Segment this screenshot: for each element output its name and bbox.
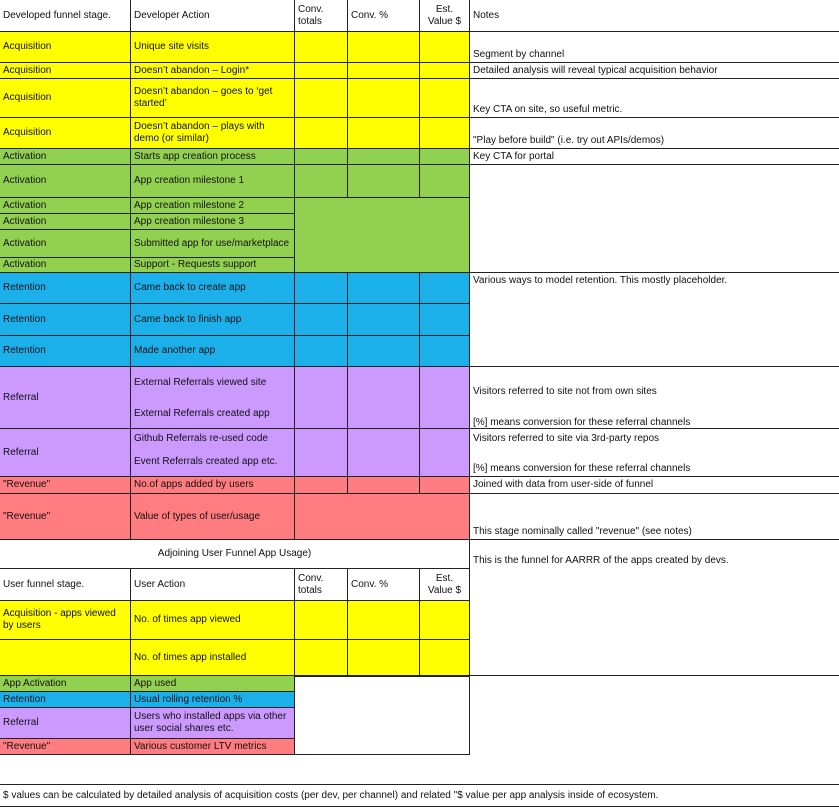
note-text: Joined with data from user-side of funnel [473,479,654,490]
header-action: Developer Action [131,0,295,32]
dev-stage-cell: Acquisition [0,32,131,63]
dev-conv-totals-cell[interactable] [295,429,348,477]
dev-conv-pct-cell[interactable] [348,63,420,79]
user-action-cell: Various customer LTV metrics [131,739,295,755]
user-action-cell: App used [131,676,295,692]
dev-action-text: External Referrals viewed site [134,377,267,388]
dev-conv-pct-cell[interactable] [348,273,420,304]
user-stage-cell: App Activation [0,676,131,692]
note-text: [%] means conversion for these referral channels [473,463,691,474]
header-est-value: Est. Value $ [420,0,470,32]
header-conv-pct: Conv. % [348,0,420,32]
footer-note: $ values can be calculated by detailed analysis of acquisition costs (per dev, per channel) and related "$ value per app analysis inside of ecosystem. [0,785,839,807]
dev-conv-totals-cell[interactable] [295,336,348,367]
dev-conv-pct-cell[interactable] [348,304,420,336]
user-merged-values[interactable] [295,676,470,755]
dev-stage-cell: Activation [0,149,131,165]
dev-conv-totals-cell[interactable] [295,477,348,494]
dev-stage-cell: Referral [0,367,131,429]
note-text: Segment by channel [473,49,565,60]
dev-conv-pct-cell[interactable] [348,149,420,165]
dev-action-cell: Doesn’t abandon – Login* [131,63,295,79]
dev-action-text: External Referrals created app [134,408,270,419]
dev-stage-cell: Referral [0,429,131,477]
dev-action-cell: Value of types of user/usage [131,494,295,540]
dev-conv-totals-cell[interactable] [295,304,348,336]
notes-cell[interactable] [470,32,839,63]
note-text: This stage nominally called "revenue" (see notes) [473,526,692,537]
user-action-cell: Usual rolling retention % [131,692,295,708]
user-conv-pct-cell[interactable] [348,640,420,676]
note-text: Visitors referred to site not from own sites [473,386,657,397]
user-est-value-cell[interactable] [420,640,470,676]
dev-conv-pct-cell[interactable] [348,118,420,149]
dev-stage-cell: "Revenue" [0,477,131,494]
dev-action-cell: Came back to finish app [131,304,295,336]
note-text: Key CTA for portal [473,150,554,162]
dev-conv-pct-cell[interactable] [348,477,420,494]
dev-stage-cell: Retention [0,304,131,336]
dev-conv-pct-cell[interactable] [348,32,420,63]
dev-action-cell: Came back to create app [131,273,295,304]
dev-conv-totals-cell[interactable] [295,149,348,165]
dev-action-cell: Starts app creation process [131,149,295,165]
dev-conv-totals-cell[interactable] [295,165,348,198]
dev-est-value-cell[interactable] [420,429,470,477]
user-stage-cell: Acquisition - apps viewed by users [0,601,131,640]
user-stage-cell: Retention [0,692,131,708]
dev-stage-cell: Retention [0,273,131,304]
user-action-cell: No. of times app viewed [131,601,295,640]
dev-action-text: Github Referrals re-used code [134,433,268,444]
dev-stage-cell: Activation [0,165,131,198]
header-stage: Developed funnel stage. [0,0,131,32]
notes-cell[interactable] [470,63,839,79]
user-stage-cell: "Revenue" [0,739,131,755]
dev-stage-cell: Activation [0,214,131,230]
dev-conv-totals-cell[interactable] [295,32,348,63]
notes-cell[interactable] [470,494,839,540]
dev-stage-cell: Retention [0,336,131,367]
dev-stage-cell: Activation [0,198,131,214]
dev-conv-totals-cell[interactable] [295,367,348,429]
dev-stage-cell: Acquisition [0,63,131,79]
dev-stage-cell: Acquisition [0,79,131,118]
user-header-conv-pct: Conv. % [348,568,420,601]
blank-row [0,755,839,785]
dev-action-cell: Doesn’t abandon – goes to ‘get started’ [131,79,295,118]
dev-conv-totals-cell[interactable] [295,79,348,118]
notes-cell[interactable] [470,79,839,118]
dev-conv-totals-cell[interactable] [295,273,348,304]
dev-action-cell: Made another app [131,336,295,367]
dev-conv-pct-cell[interactable] [348,336,420,367]
notes-cell[interactable] [470,149,839,165]
user-stage-cell: Referral [0,708,131,739]
dev-conv-pct-cell[interactable] [348,165,420,198]
notes-cell[interactable] [470,165,839,273]
user-header-conv-totals: Conv. totals [295,568,348,601]
dev-conv-totals-cell[interactable] [295,118,348,149]
dev-est-value-cell[interactable] [420,273,470,304]
dev-action-cell: App creation milestone 2 [131,198,295,214]
user-est-value-cell[interactable] [420,601,470,640]
dev-stage-cell: "Revenue" [0,494,131,540]
user-stage-cell [0,640,131,676]
adjoining-note: This is the funnel for AARRR of the apps created by devs. [470,540,839,568]
dev-est-value-cell[interactable] [420,32,470,63]
dev-est-value-cell[interactable] [420,118,470,149]
dev-action-cell: App creation milestone 1 [131,165,295,198]
dev-action-cell: Doesn’t abandon – plays with demo (or similar) [131,118,295,149]
dev-conv-pct-cell[interactable] [348,429,420,477]
user-header-stage: User funnel stage. [0,568,131,601]
dev-stage-cell: Activation [0,258,131,273]
dev-action-cell: App creation milestone 3 [131,214,295,230]
dev-action-cell: Submitted app for use/marketplace [131,230,295,258]
note-text: Detailed analysis will reveal typical acquisition behavior [473,64,718,76]
note-text: [%] means conversion for these referral channels [473,417,691,428]
dev-action-text: Event Referrals created app etc. [134,456,278,467]
user-action-cell: Users who installed apps via other user social shares etc. [131,708,295,739]
dev-est-value-cell[interactable] [420,304,470,336]
notes-cell[interactable] [470,273,839,367]
dev-est-value-cell[interactable] [420,367,470,429]
activation-merged-values[interactable] [295,198,470,273]
dev-conv-pct-cell[interactable] [348,367,420,429]
adjoining-title: Adjoining User Funnel App Usage) [0,540,470,568]
revenue-merged-values[interactable] [295,494,470,540]
dev-conv-pct-cell[interactable] [348,79,420,118]
user-header-est-value: Est. Value $ [420,568,470,601]
user-notes-area[interactable] [470,568,839,676]
note-text: Various ways to model retention. This mostly placeholder. [473,275,728,286]
dev-est-value-cell[interactable] [420,63,470,79]
dev-est-value-cell[interactable] [420,165,470,198]
dev-action-cell: Support - Requests support [131,258,295,273]
note-text: Visitors referred to site via 3rd-party repos [473,433,660,444]
dev-conv-totals-cell[interactable] [295,63,348,79]
notes-cell[interactable] [470,477,839,494]
user-header-action: User Action [131,568,295,601]
user-action-cell: No. of times app installed [131,640,295,676]
header-conv-totals: Conv. totals [295,0,348,32]
user-conv-totals-cell[interactable] [295,640,348,676]
header-notes: Notes [470,0,839,32]
user-conv-pct-cell[interactable] [348,601,420,640]
dev-action-cell: No.of apps added by users [131,477,295,494]
note-text: "Play before build" (i.e. try out APIs/demos) [473,135,665,146]
user-conv-totals-cell[interactable] [295,601,348,640]
dev-est-value-cell[interactable] [420,79,470,118]
notes-cell[interactable] [470,118,839,149]
dev-stage-cell: Acquisition [0,118,131,149]
note-text: Key CTA on site, so useful metric. [473,104,623,115]
dev-est-value-cell[interactable] [420,477,470,494]
dev-stage-cell: Activation [0,230,131,258]
dev-action-cell: Unique site visits [131,32,295,63]
dev-est-value-cell[interactable] [420,336,470,367]
dev-est-value-cell[interactable] [420,149,470,165]
